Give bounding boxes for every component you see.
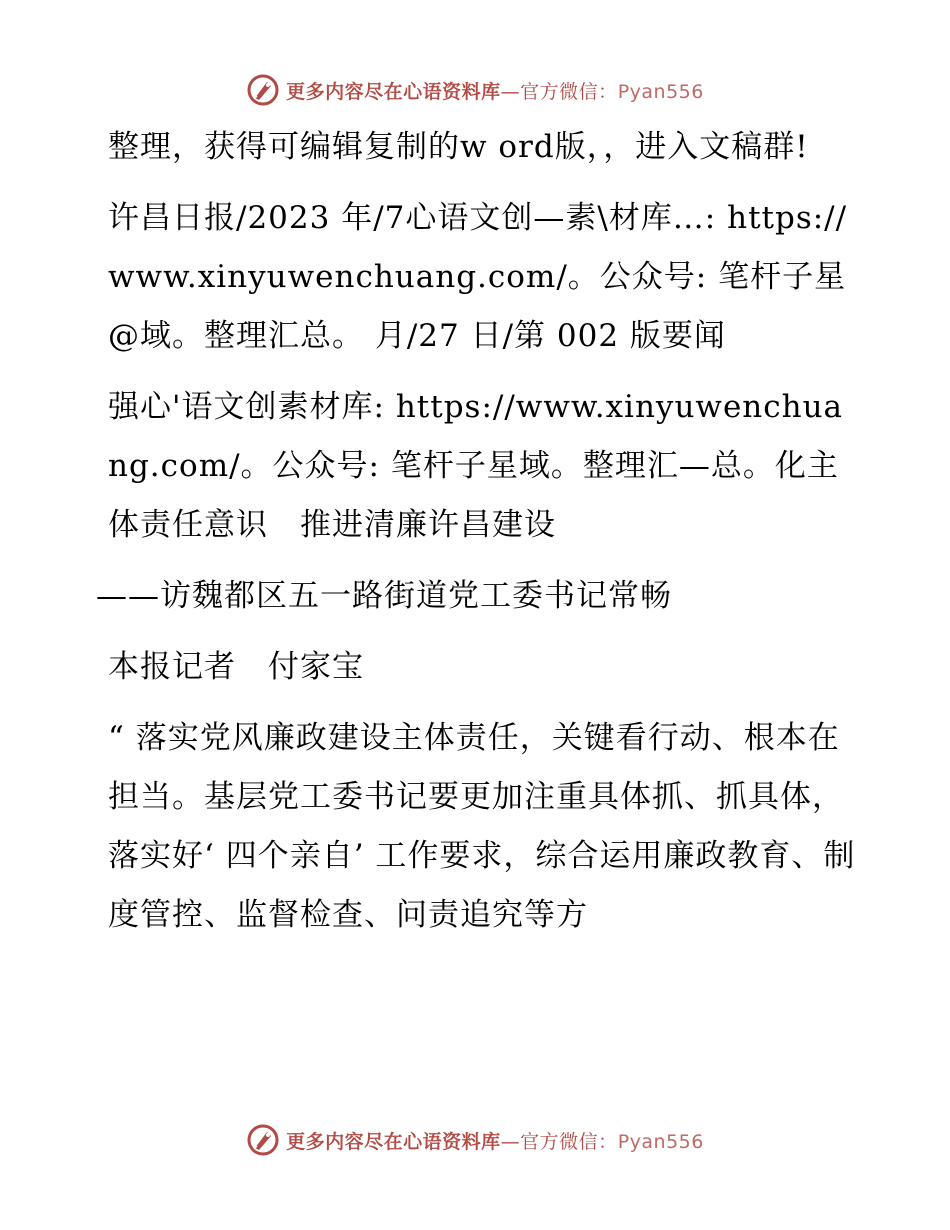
watermark-header-inner [246,73,704,107]
watermark-wechat-label: 官方微信： [520,1130,618,1153]
paragraph-byline: 本报记者 付家宝 [108,649,364,685]
paragraph-body: “ 落实党风廉政建设主体责任，关键看行动、根本在担当。基层党工委书记要更加注重具体抓、抓具体，落实好‘ 四个亲自’ 工作要求，综合运用廉政教育、制度管控、监督检查、问责追究等方 [108,720,856,933]
watermark-brand: 更多内容尽在心语资料库 [286,1130,501,1153]
watermark-footer [0,1120,950,1160]
watermark-dash: — [500,80,521,103]
watermark-wechat-id: Pyan556 [617,1130,704,1153]
pen-nib-logo-icon [246,73,280,107]
paragraph-subtitle: ——访魏都区五一路街道党工委书记常畅 [96,578,672,614]
watermark-wechat-id: Pyan556 [617,80,704,103]
paragraph-intro: 整理，获得可编辑复制的w ord版，，进入文稿群! [108,129,809,165]
document-body [96,118,856,945]
paragraph-headline: 强心'语文创素材库: https://www.xinyuwenchuang.com/。公众号: 笔杆子星域。整理汇—总。化主体责任意识 推进清廉许昌建设 [108,389,844,543]
watermark-brand: 更多内容尽在心语资料库 [286,80,501,103]
watermark-dash: — [500,1130,521,1153]
paragraph-source: 许昌日报/2023 年/7心语文创—素\材库…: https://www.xinyuwenchuang.com/。公众号: 笔杆子星@域。整理汇总。 月/27 日/第 002 版要闻 [108,200,848,354]
pen-nib-logo-icon [246,1123,280,1157]
watermark-footer-inner [246,1123,704,1157]
watermark-wechat-label: 官方微信： [520,80,618,103]
watermark-text [286,77,704,104]
watermark-header [0,70,950,110]
watermark-text [286,1127,704,1154]
